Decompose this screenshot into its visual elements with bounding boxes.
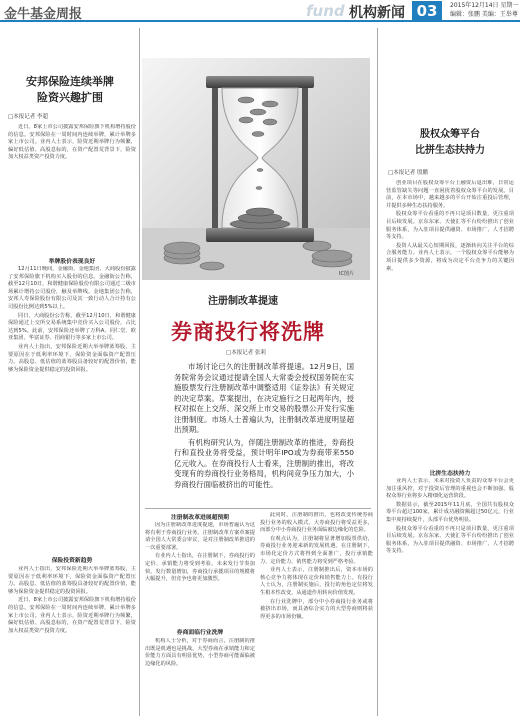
paragraph: 业内人士指出，安邦保险近期大举举牌蓝筹股，主要原因在于低利率环境下，保险资金面临资产配置压力。高股息、低估值的蓝筹股具备较好的配置价值，能够为保险资金提供稳定的投资回报。 xyxy=(8,566,136,595)
paragraph: 股权众筹平台看重的不再只是项目数量，更注重项目后续发展。京东东家、天使汇等平台纷纷推出了创业服务体系，为入驻项目提供融资、市场推广、人才招聘等支持。 xyxy=(386,525,514,555)
hourglass-image xyxy=(142,58,370,280)
right-subhead: 比拼生态扶持力 xyxy=(429,471,471,477)
paragraph: 因为注册制改革进度提速，市场普遍认为这将有利于券商投行业务。注册制改革方案草案提请全国人大常委会审议，是对注册制改革推进的一次重要部署。 xyxy=(145,522,255,551)
section-title: 机构新闻 xyxy=(349,5,405,21)
left-article-body xyxy=(8,124,136,252)
paragraph: 此同时，注册制的推出，也将改变传统券商投行业务的收入模式。大券商投行将受益更多，而部分中小券商投行业务面临被边缘化的危险。 xyxy=(260,512,373,534)
column-divider xyxy=(139,28,140,716)
right-article-body xyxy=(386,180,514,462)
paragraph: 同日，大商股份公告称，截至12月10日，和谐健康保险通过上交所交易系统集中竞价买入公司股份，占比达到5%。此前，安邦保险还举牌了万科A、同仁堂、欧亚集团、华富证券、招商银行等多家上市公司。 xyxy=(8,312,136,342)
paragraph: 创业项目在股权众筹平台上融资后退出难，日常运营监管缺失等问题一直困扰着股权众筹平台的发展。目前，在本市场中，越来越多的平台开始注重投后管理，并提供多种生态扶持服务。 xyxy=(386,180,514,209)
paragraph: 在行业洗牌中，部分中小券商投行业务或将被挤出市场，而具备综合实力的大型券商则将获得更多的市场份额。 xyxy=(260,598,373,620)
paragraph: 数据显示，截至2015年11月底，全国共有股权众筹平台超过100家，累计成功融资额超过50亿元。行业集中度持续提升，头部平台优势明显。 xyxy=(386,501,514,523)
paragraph: 12月11日晚间，金融街、金地集团、大商股份披露了安邦保险旗下机构买入股份的信息。金融街公告称，截至12月10日，和谐健康保险股份有限公司通过二级市场累计增持公司股份，触及举牌线。金地集团公告称，安邦人寿保险股份有限公司及其一致行动人合计持有公司股份比例达到5%以上。 xyxy=(8,266,136,310)
center-byline: □本报记者 张莉 xyxy=(226,350,266,356)
right-article-title-1: 股权众筹平台 xyxy=(420,129,480,140)
illustration-credit: IC图片 xyxy=(339,271,354,277)
paragraph: 近日，8家上市公司披露安邦保险旗下机构增持股份的信息。安邦保险在一周时间内连续举牌，累计举牌多家上市公司。业内人士表示，险资近期举牌行为频繁，偏好低估值、高股息标的，在资产配置荒背景下，险资加大权益类资产投资力度。 xyxy=(8,597,136,634)
left-article-byline: □本报记者 李超 xyxy=(8,114,48,120)
issue-date: 2015年12月14日 星期一 xyxy=(450,2,519,9)
center-body-right xyxy=(260,512,373,716)
paragraph: 机构人士分析，对于券商而言，注册制的推出既是机遇也是挑战。大型券商在承销能力和定价能力方面具有明显优势，小型券商可能面临被边缘化的风险。 xyxy=(145,638,255,667)
right-article-byline: □本报记者 殷鹏 xyxy=(388,170,428,176)
fund-word: fund xyxy=(306,2,345,20)
center-subhead-1: 注册制改革进展超预期 xyxy=(171,515,229,521)
left-article-body-3 xyxy=(8,566,136,714)
center-kicker: 注册制改革提速 xyxy=(208,296,278,307)
editors-line: 编辑：张鹏 美编：王举尊 xyxy=(450,11,518,18)
left-article-body-2 xyxy=(8,266,136,546)
paragraph: 股权众筹平台看重的不再只是项目数量，更注重项目后续发展。京东东家、天使汇等平台纷纷推出了创业服务体系，为入驻项目提供融资、市场推广、人才招聘等支持。 xyxy=(386,211,514,241)
left-subhead-1: 举牌股价表现良好 xyxy=(48,259,96,265)
paragraph: 业内人士表示，未来对投资人负责的众筹平台会更加注重风控，对于投资后管理的重视也会不断加强。股权众筹行业将步入精细化运营阶段。 xyxy=(386,478,514,500)
hourglass-illustration xyxy=(142,58,370,280)
center-body-left xyxy=(145,522,255,624)
paper-name: 金牛基金周报 xyxy=(4,7,83,22)
right-article-body-2 xyxy=(386,478,514,716)
center-headline: 券商投行将洗牌 xyxy=(171,320,325,344)
center-body-left-2 xyxy=(145,638,255,716)
column-divider xyxy=(377,28,378,716)
paragraph: 业内人士指出，安邦保险近期大举举牌蓝筹股，主要原因在于低利率环境下，保险资金面临资产配置压力。高股息、低估值的蓝筹股具备较好的配置价值，能够为保险资金提供稳定的投资回报。 xyxy=(8,343,136,373)
paragraph: 投资人从最关心短期回报，逐渐转向关注平台的综合服务能力。业内人士表示，一个股权众筹平台能够为项目提供多少资源，将成为决定平台竞争力的关键因素。 xyxy=(386,242,514,272)
right-article-title-2: 比拼生态扶持力 xyxy=(415,145,485,156)
paragraph: 业内人士表示，注册制推出后，资本市场的核心竞争力将体现在定价和销售能力上。有投行人士认为，注册制实施后，投行的角色定位将发生根本性改变，从通道作用转向价值发现。 xyxy=(260,567,373,596)
left-article-title-1: 安邦保险连续举牌 xyxy=(26,75,114,88)
center-subhead-2: 券商面临行业洗牌 xyxy=(176,630,224,636)
lead-paragraph: 市场讨论已久的注册制改革将提速。12月9日，国务院常务会议通过提请全国人大常委会授权国务院在实施股票发行注册制改革中调整适用《证券法》有关规定的决定草案。草案提出，在决定施行之日起两年内，授权对拟在上交所、深交所上市交易的股票公开发行实施注册制度。市场人士普遍认为，注册制改革进度明显超出预期。 xyxy=(174,362,354,434)
paragraph: 有业内人士指出，在注册制下，券商投行的定价、承销能力将受到考验。未来发行节奏加快，发行数量增加，券商投行承揽项目的规模将大幅提升，但竞争也将更加激烈。 xyxy=(145,553,255,583)
paragraph: 有观点认为，注册制将显著增加股票供给，券商投行业务迎来新的发展机遇。在注册制下，市场化定价方式将得到全面推广，投行承销能力、定价能力、销售能力将受到严格考验。 xyxy=(260,535,373,565)
left-article-title-2: 险资兴趣扩围 xyxy=(37,91,103,104)
lead-paragraph: 有机构研究认为，伴随注册制改革的推进，券商投行和直投业务将受益，预计明年IPO或为券商带来550亿元收入。在券商投行人士看来，注册制的推出，将改变现有的券商投行业务格局，机构间竞争压力加大，小券商投行面临被挤出的可能性。 xyxy=(174,437,354,489)
center-lead xyxy=(174,362,354,492)
paragraph: 近日，8家上市公司披露安邦保险旗下机构增持股份的信息。安邦保险在一周时间内连续举牌，累计举牌多家上市公司。业内人士表示，险资近期举牌行为频繁，偏好低估值、高股息标的，在资产配置荒背景下，险资加大权益类资产投资力度。 xyxy=(8,124,136,161)
left-subhead-2: 保险投资新趋势 xyxy=(51,558,93,564)
page-number: 03 xyxy=(412,1,442,21)
section-divider xyxy=(145,508,371,509)
